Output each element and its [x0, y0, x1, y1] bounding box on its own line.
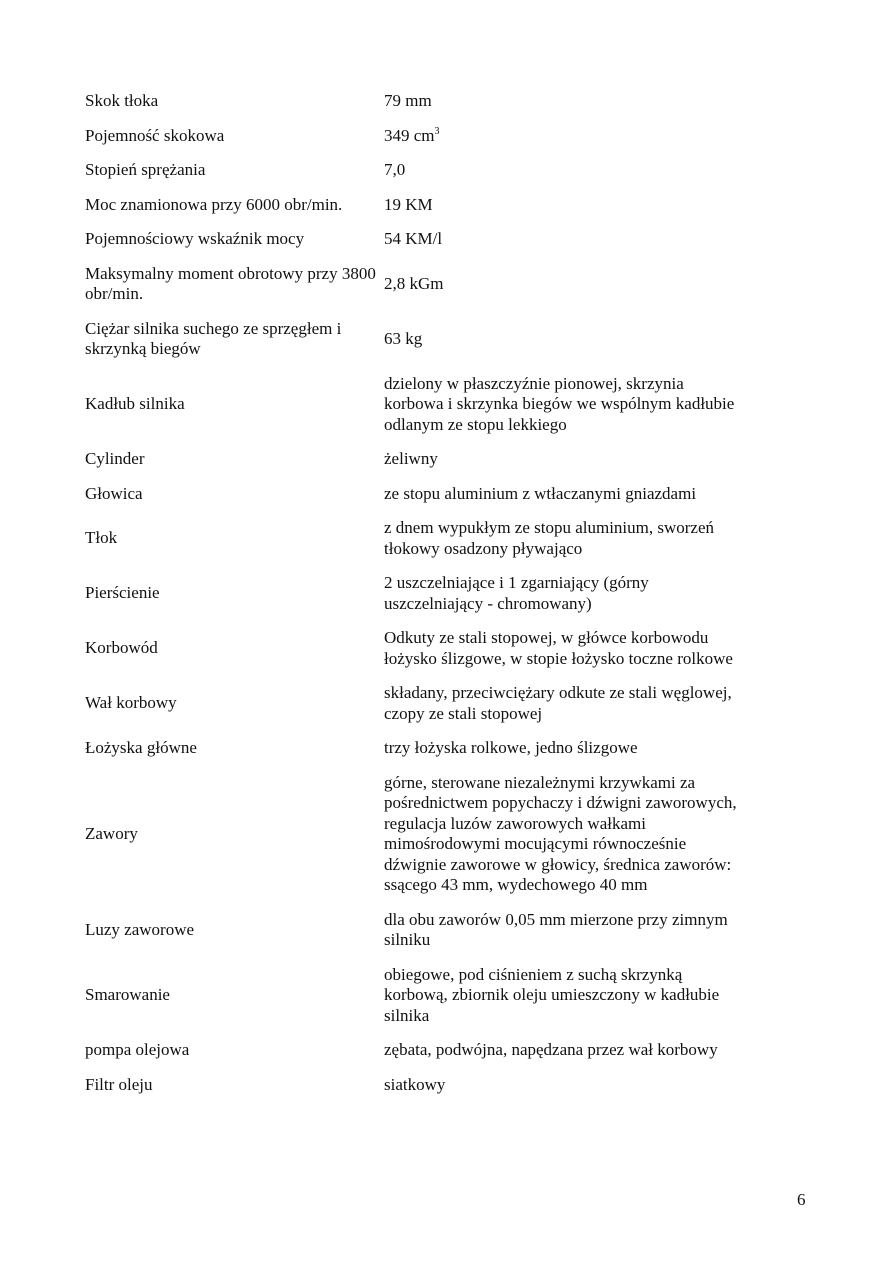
- spec-value: obiegowe, pod ciśnieniem z suchą skrzynką korbową, zbiornik oleju umieszczony w kadłubie silnika: [384, 964, 720, 1025]
- spec-label: Wał korbowy: [85, 693, 177, 713]
- spec-label: Luzy zaworowe: [85, 919, 195, 939]
- spec-row: [85, 442, 745, 477]
- spec-row: [85, 222, 745, 257]
- spec-label: Tłok: [85, 528, 118, 548]
- spec-row: [85, 621, 745, 676]
- spec-label: Cylinder: [85, 449, 145, 468]
- spec-label: Moc znamionowa przy 6000 obr/min.: [85, 194, 343, 214]
- spec-value: Odkuty ze stali stopowej, w główce korbowodu łożysko ślizgowe, w stopie łożysko toczne rolkowe: [384, 628, 733, 668]
- page-number: 6: [797, 1190, 806, 1209]
- spec-value: 19 KM: [384, 194, 433, 214]
- spec-row: [85, 1033, 745, 1068]
- spec-value-superscript: 3: [434, 125, 440, 137]
- spec-value: trzy łożyska rolkowe, jedno ślizgowe: [384, 738, 638, 757]
- spec-row: [85, 477, 745, 512]
- spec-value: 63 kg: [384, 328, 423, 348]
- spec-label: Głowica: [85, 483, 143, 503]
- spec-row: [85, 566, 745, 621]
- spec-value: żeliwny: [384, 449, 438, 468]
- spec-value: z dnem wypukłym ze stopu aluminium, sworzeń tłokowy osadzony pływająco: [384, 518, 715, 558]
- spec-value: górne, sterowane niezależnymi krzywkami za pośrednictwem popychaczy i dźwigni zaworowych, regulacja luzów zaworowych wałkami mimośrodowymi mocującymi równocześnie dźwignie zaworowe w głowicy, średnica zaworów: ssącego 43 mm, wydechowego 40 mm: [384, 772, 737, 894]
- spec-value: siatkowy: [384, 1074, 446, 1094]
- spec-row: [85, 511, 745, 566]
- spec-label: Maksymalny moment obrotowy przy 3800 obr/min.: [85, 263, 376, 303]
- spec-label: Pierścienie: [85, 583, 160, 603]
- spec-value: dla obu zaworów 0,05 mm mierzone przy zimnym silniku: [384, 909, 728, 949]
- spec-value: dzielony w płaszczyźnie pionowej, skrzynia korbowa i skrzynka biegów we wspólnym kadłubie odlanym ze stopu lekkiego: [384, 373, 735, 434]
- spec-row: [85, 367, 745, 443]
- spec-label: Kadłub silnika: [85, 394, 185, 413]
- spec-row: [85, 312, 745, 367]
- spec-value: składany, przeciwciężary odkute ze stali węglowej, czopy ze stali stopowej: [384, 683, 732, 723]
- spec-row: [85, 188, 745, 223]
- spec-label: Skok tłoka: [85, 91, 159, 110]
- spec-value: 79 mm: [384, 91, 432, 110]
- spec-value: [384, 126, 745, 147]
- spec-row: [85, 676, 745, 731]
- spec-row: [85, 958, 745, 1034]
- spec-label: Smarowanie: [85, 985, 170, 1004]
- spec-row: [85, 257, 745, 312]
- spec-row: [85, 119, 745, 154]
- spec-value: 7,0: [384, 160, 406, 179]
- spec-value-text: 349 cm: [384, 125, 435, 145]
- spec-label: Stopień sprężania: [85, 160, 206, 179]
- spec-label: Filtr oleju: [85, 1074, 153, 1094]
- spec-value: 54 KM/l: [384, 229, 443, 248]
- engine-spec-table: [85, 84, 745, 1102]
- spec-label: Łożyska główne: [85, 738, 197, 757]
- spec-row: [85, 84, 745, 119]
- spec-row: [85, 731, 745, 766]
- spec-label: Korbowód: [85, 638, 158, 658]
- spec-value: zębata, podwójna, napędzana przez wał korbowy: [384, 1040, 718, 1059]
- spec-row: [85, 766, 745, 903]
- spec-label: Zawory: [85, 823, 138, 843]
- spec-value: 2,8 kGm: [384, 273, 444, 293]
- spec-value: ze stopu aluminium z wtłaczanymi gniazdami: [384, 483, 697, 503]
- spec-row: [85, 903, 745, 958]
- spec-row: [85, 153, 745, 188]
- spec-label: Pojemność skokowa: [85, 125, 225, 145]
- spec-label: Pojemnościowy wskaźnik mocy: [85, 229, 305, 248]
- spec-label: Ciężar silnika suchego ze sprzęgłem i skrzynką biegów: [85, 318, 342, 358]
- spec-value: 2 uszczelniające i 1 zgarniający (górny uszczelniający - chromowany): [384, 573, 649, 613]
- spec-row: [85, 1068, 745, 1103]
- spec-label: pompa olejowa: [85, 1040, 190, 1059]
